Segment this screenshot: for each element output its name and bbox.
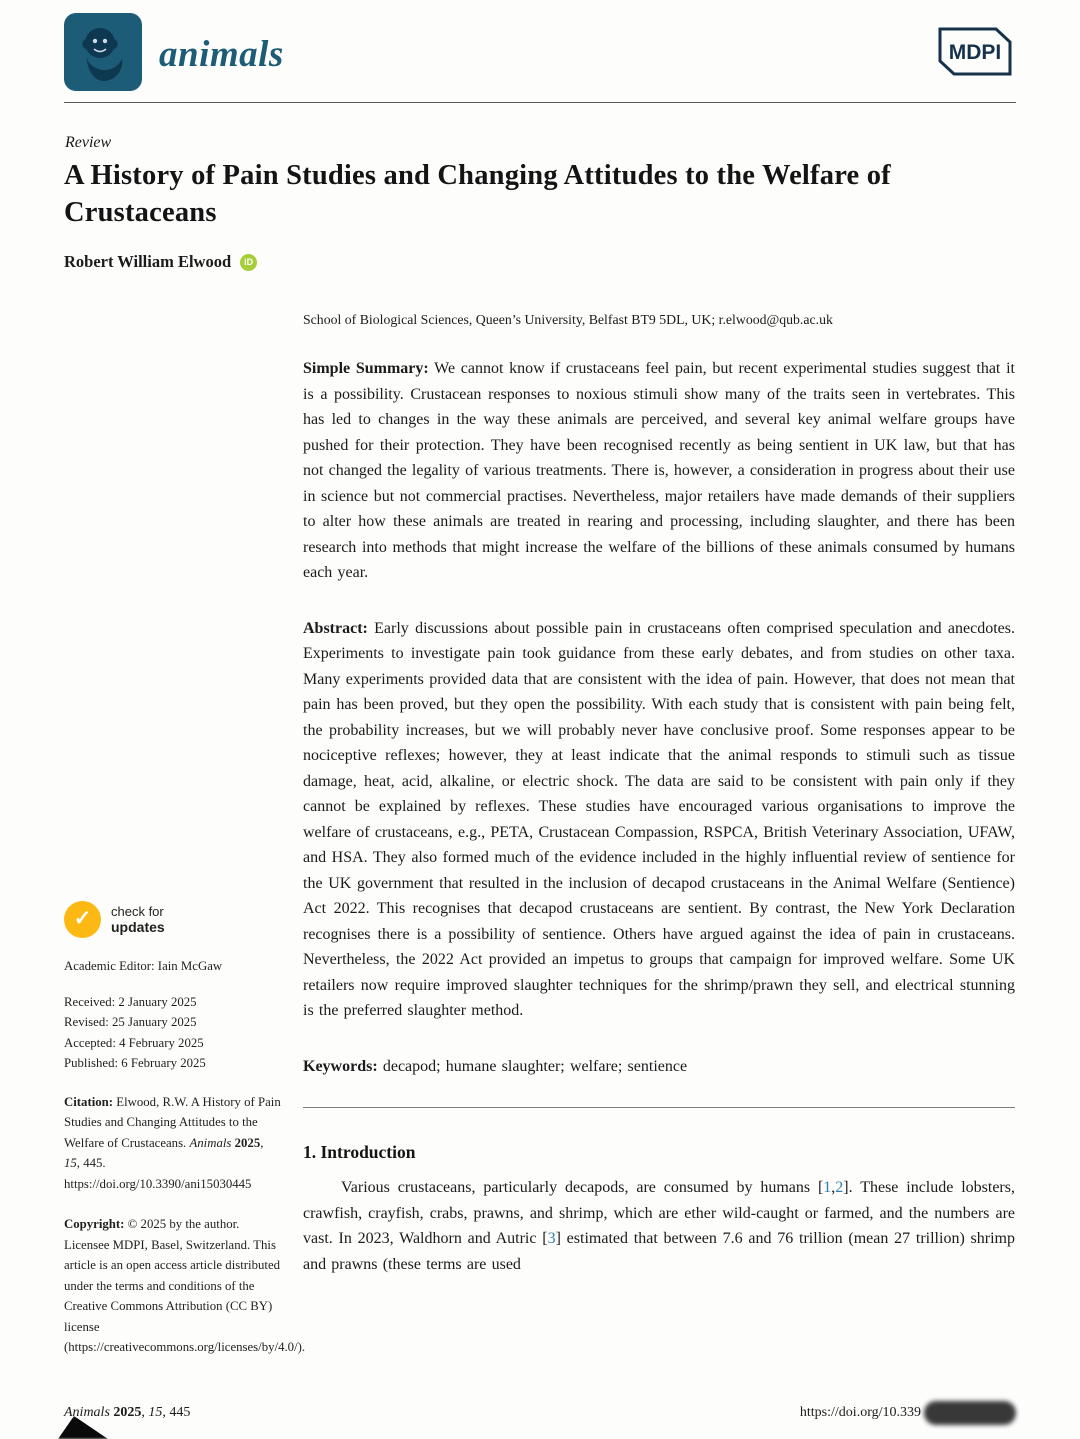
received-date: Received: 2 January 2025 bbox=[64, 994, 197, 1009]
accepted-date: Accepted: 4 February 2025 bbox=[64, 1035, 204, 1050]
keywords bbox=[303, 1054, 1015, 1080]
article-title: A History of Pain Studies and Changing Attitudes to the Welfare of Crustaceans bbox=[64, 160, 891, 228]
author-name: Robert William Elwood bbox=[64, 252, 232, 271]
main-column bbox=[303, 310, 1015, 1277]
check-for-updates-badge[interactable] bbox=[64, 901, 282, 938]
footer-pages: , 445 bbox=[162, 1405, 191, 1420]
revised-date: Revised: 25 January 2025 bbox=[64, 1015, 197, 1029]
footer bbox=[64, 1401, 1016, 1425]
journal-name: animals bbox=[159, 34, 284, 75]
footer-citation bbox=[64, 1405, 190, 1421]
doi-link[interactable]: https://doi.org/10.339 bbox=[799, 1405, 921, 1420]
footer-journal: Animals bbox=[64, 1405, 110, 1420]
section-heading-introduction: 1. Introduction bbox=[303, 1142, 416, 1162]
copyright-label: Copyright: bbox=[64, 1217, 125, 1231]
keywords-label: Keywords: bbox=[303, 1057, 378, 1075]
sidebar bbox=[64, 901, 306, 1358]
simple-summary-text: We cannot know if crustaceans feel pain, but recent experimental studies suggest that it is a possibility. Crustacean responses to noxious stimuli show many of the traits seen in vertebrates. This has led to changes in the way these animals are perceived, and several key animal welfare groups have pushed for their protection. They have been recognised recently as being sentient in UK law, but that has not changed the legality of various treatments. There is, however, a consideration in progress about their use in science but not commercial practises. Nevertheless, major retailers have made demands of their suppliers to alter how these animals are treated in rearing and processing, including slaughter, and there has been research into methods that might increase the welfare of the billions of these animals consumed by humans each year. bbox=[303, 360, 1015, 581]
footer-doi bbox=[800, 1401, 1016, 1425]
checkmark-icon: ✓ bbox=[64, 901, 101, 938]
citation-label: Citation: bbox=[64, 1094, 114, 1109]
check-updates-line1: check for bbox=[111, 903, 164, 919]
footer-sep: , bbox=[141, 1405, 149, 1420]
check-updates-label bbox=[111, 904, 165, 936]
reference-link-2[interactable]: 2 bbox=[835, 1179, 844, 1196]
intro-text-2: ]. These include lobsters, crawfish, crayfish, crabs, prawns, and shrimp, which are ether wild-caught or farmed, and the numbers are vast. In 2023, Waldhorn and Autric [ bbox=[303, 1179, 1015, 1247]
citation-volume: 15 bbox=[64, 1156, 77, 1170]
published-date: Published: 6 February 2025 bbox=[64, 1056, 206, 1070]
animals-journal-logo-icon bbox=[64, 13, 142, 96]
abstract bbox=[303, 616, 1015, 1024]
keywords-text: decapod; humane slaughter; welfare; sentience bbox=[377, 1057, 688, 1075]
reference-link-3[interactable]: 3 bbox=[547, 1230, 556, 1247]
mdpi-logo-text: MDPI bbox=[948, 41, 1002, 64]
article-dates bbox=[64, 992, 282, 1074]
citation-sep: , bbox=[260, 1135, 264, 1150]
footer-year: 2025 bbox=[109, 1405, 142, 1420]
academic-editor: Academic Editor: Iain McGaw bbox=[64, 959, 223, 973]
article-type: Review bbox=[65, 134, 112, 151]
intro-text-3: ] estimated that between 7.6 and 76 trillion (mean 27 trillion) shrimp and prawns (these terms are used bbox=[303, 1230, 1015, 1273]
header-divider bbox=[64, 102, 1016, 103]
abstract-text: Early discussions about possible pain in crustaceans often comprised speculation and anecdotes. Experiments to investigate pain took guidance from these early debates, and from studies on other taxa. Many experiments provided data that are consistent with the idea of pain. However, that does not mean that pain has been proved, but they open the possibility. With each study that is consistent with pain being felt, the probability increases, but we will probably never have conclusive proof. Some responses appear to be nociceptive reflexes; however, they at least indicate that the animal responds to stimuli such as tissue damage, heat, acid, alkaline, or electric shock. The data are said to be consistent with pain only if they cannot be explained by reflexes. These studies have encouraged various organisations to improve the welfare of crustaceans, e.g., PETA, Crustacean Compassion, RSPCA, British Veterinary Association, UFAW, and HSA. They also formed much of the evidence included in the highly influential review of sentience for the UK government that resulted in the inclusion of decapod crustaceans in the Animal Welfare (Sentience) Act 2022. This recognises that decapod crustaceans are sentient. By contrast, the New York Declaration recognises there is a possibility of sentience. Others have argued against the idea of pain in crustaceans. Nevertheless, the 2022 Act provided an impetus to groups that campaign for improved welfare. Some UK retailers now require improved slaughter techniques for the shrimp/prawn they sell, and electrical stunning is the preferred slaughter method. bbox=[303, 619, 1015, 1019]
footer-volume: 15 bbox=[148, 1405, 163, 1420]
intro-text-1: Various crustaceans, particularly decapods, are consumed by humans [ bbox=[341, 1179, 824, 1196]
citation-block bbox=[64, 1092, 282, 1195]
ink-smudge-artifact bbox=[924, 1401, 1016, 1425]
copyright-block bbox=[64, 1214, 306, 1358]
orcid-icon[interactable]: iD bbox=[240, 254, 257, 271]
citation-text: Elwood, R.W. A History of Pain Studies and Changing Attitudes to the Welfare of Crustaceans. bbox=[64, 1094, 281, 1150]
citation-journal: Animals bbox=[189, 1135, 232, 1150]
abstract-label: Abstract: bbox=[303, 619, 368, 637]
mdpi-logo[interactable] bbox=[930, 26, 1016, 83]
intro-ref-comma: , bbox=[831, 1179, 836, 1196]
simple-summary bbox=[303, 356, 1015, 586]
intro-paragraph bbox=[303, 1175, 1015, 1277]
author-row bbox=[64, 252, 257, 272]
check-updates-line2: updates bbox=[111, 918, 165, 935]
journal-brand[interactable] bbox=[64, 13, 284, 96]
reference-link-1[interactable]: 1 bbox=[823, 1179, 832, 1196]
copyright-text: © 2025 by the author. Licensee MDPI, Basel, Switzerland. This article is an open access article distributed under the terms and conditions of the Creative Commons Attribution (CC BY) license (https://creativecommons.org/licenses/by/4.0/). bbox=[64, 1217, 306, 1354]
citation-year: 2025 bbox=[231, 1135, 261, 1150]
affiliation: School of Biological Sciences, Queen’s University, Belfast BT9 5DL, UK; r.elwood@qub.ac.uk bbox=[303, 312, 833, 327]
abstract-body-divider bbox=[303, 1107, 1015, 1108]
simple-summary-label: Simple Summary: bbox=[303, 360, 429, 377]
citation-doi[interactable]: , 445. https://doi.org/10.3390/ani15030445 bbox=[64, 1156, 252, 1191]
